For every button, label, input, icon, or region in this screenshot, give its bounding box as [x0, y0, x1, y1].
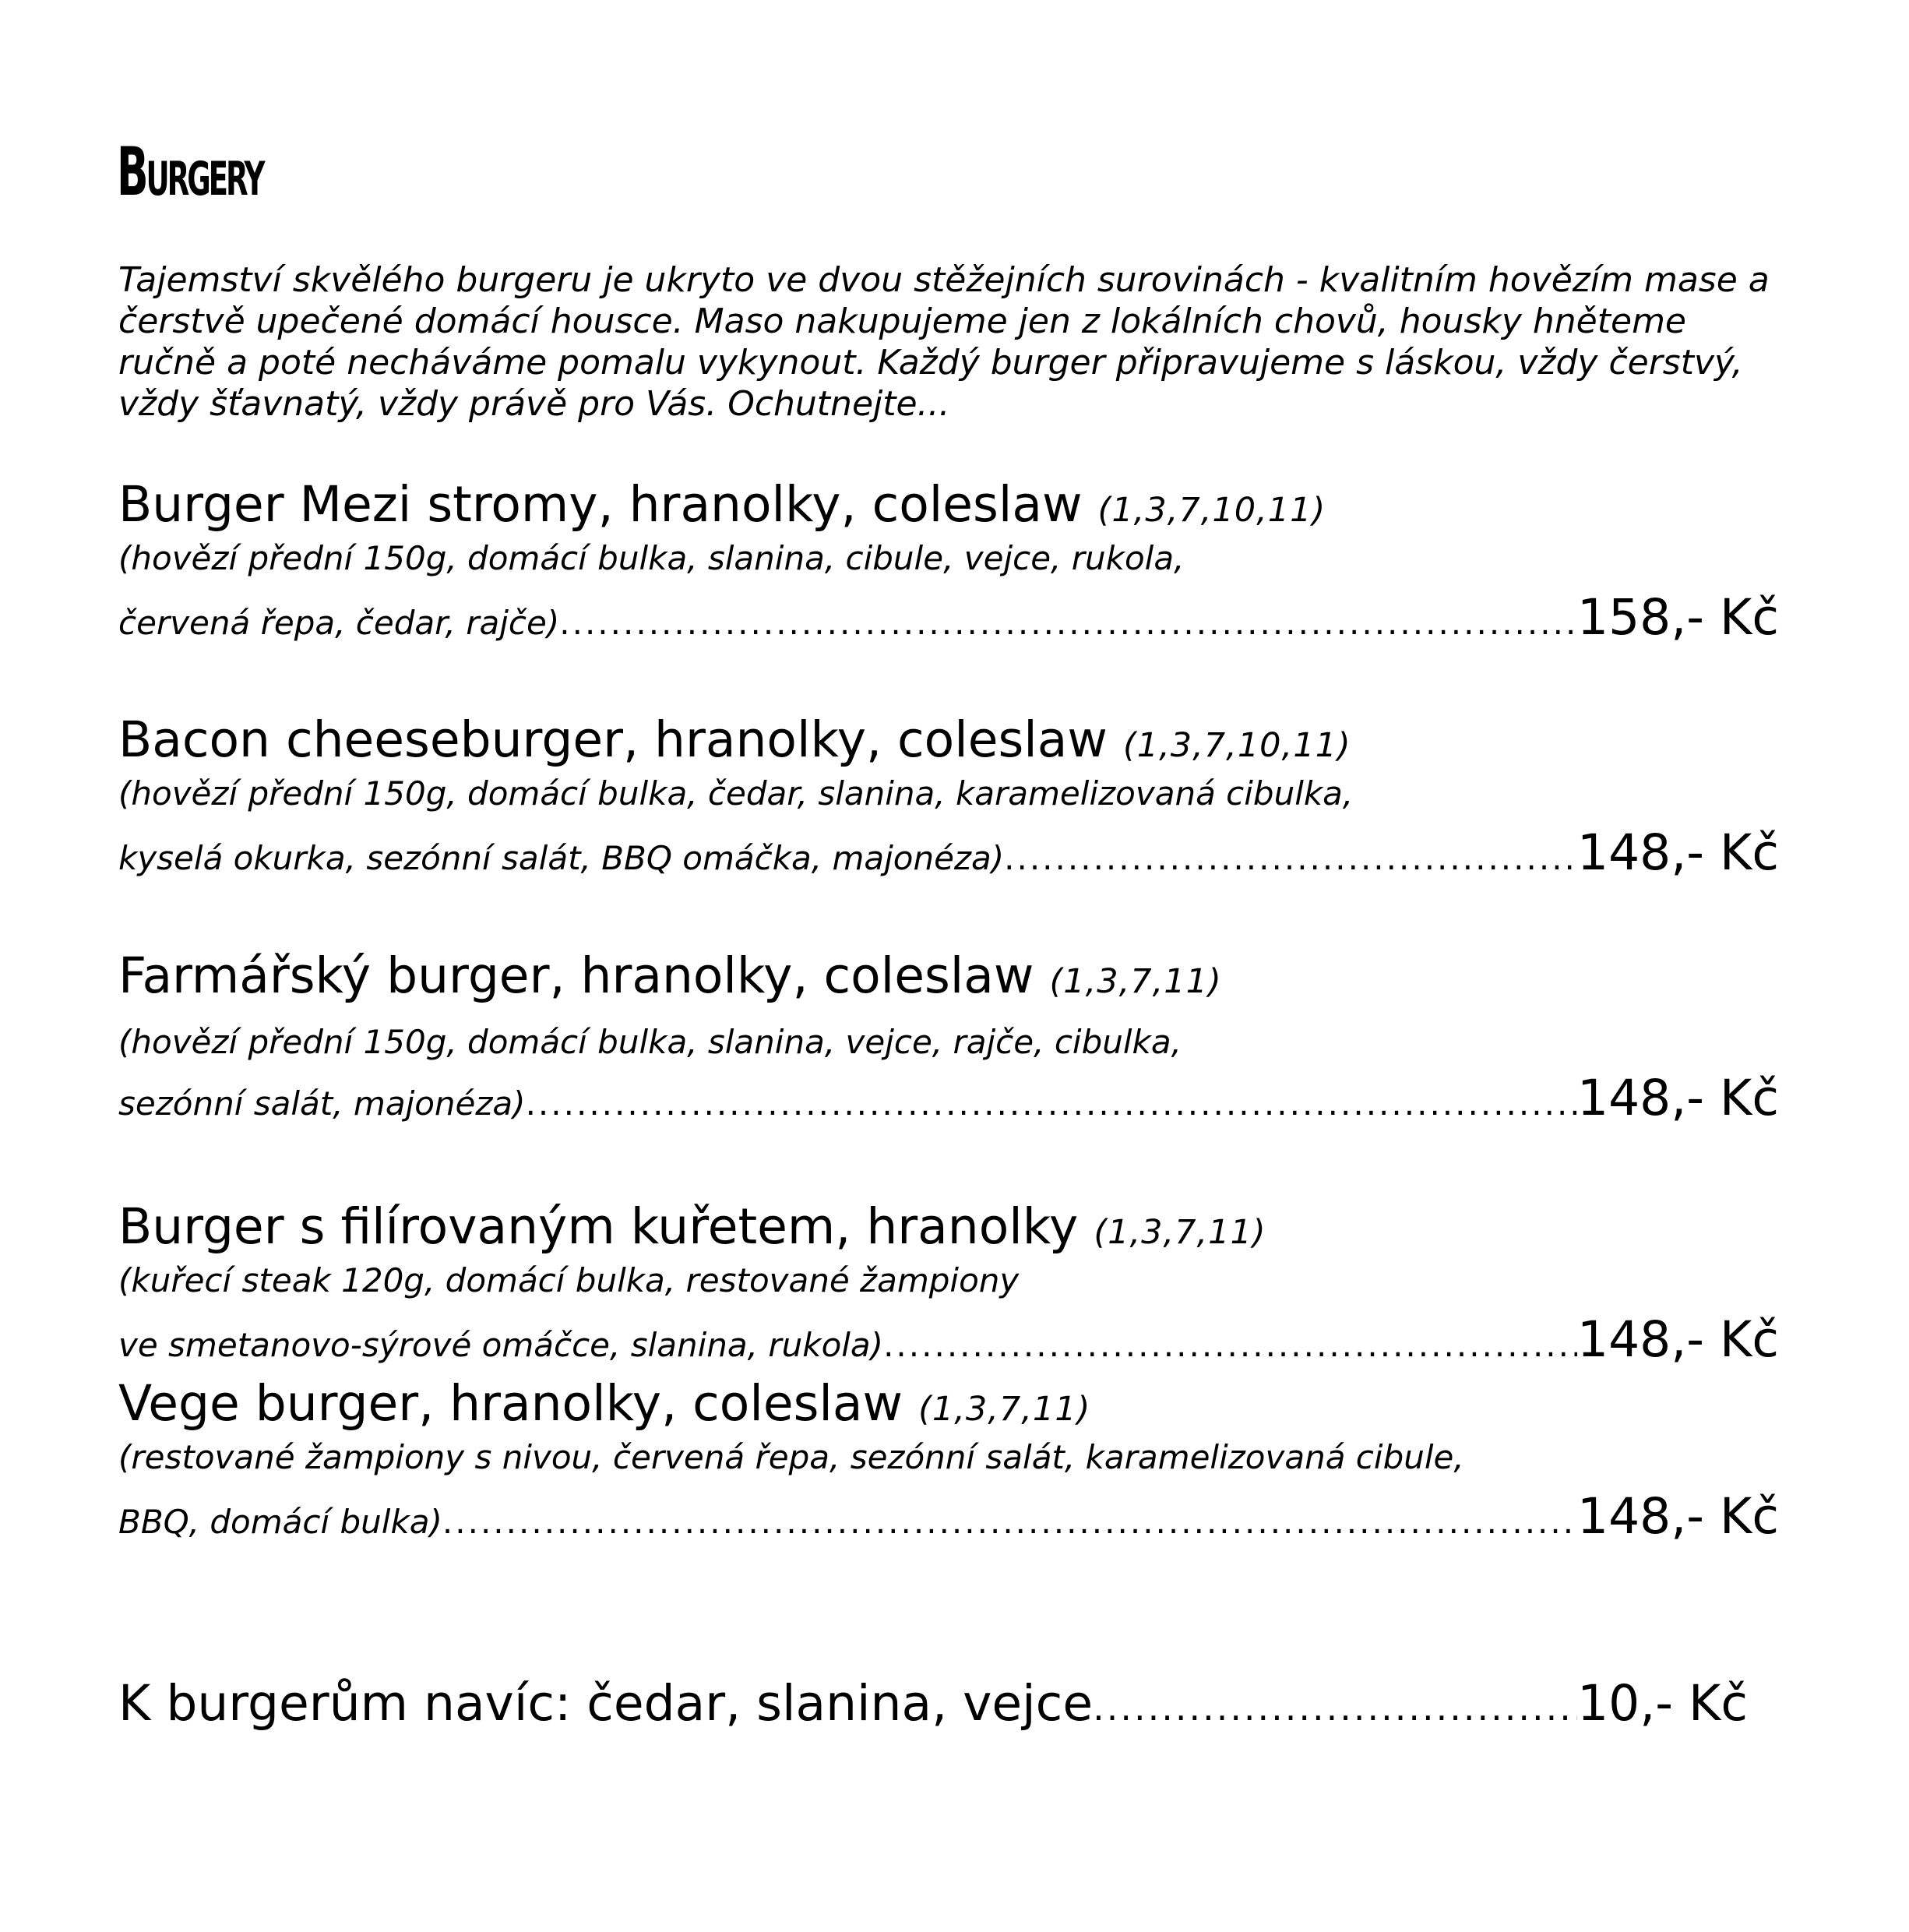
item-name: Bacon cheeseburger, hranolky, coleslaw [118, 711, 1108, 768]
item-description-line1: (restované žampiony s nivou, červená řepa, sezónní salát, karamelizovaná cibule, [118, 1438, 1464, 1476]
dot-leader [526, 1084, 1577, 1123]
item-description-line2: červená řepa, čedar, rajče) [118, 604, 560, 642]
item-price: 148,- Kč [1577, 1488, 1779, 1545]
item-price: 148,- Kč [1577, 1311, 1779, 1368]
menu-item-vege-burger [118, 1377, 1779, 1545]
item-allergens: (1,3,7,10,11) [1122, 726, 1351, 765]
dot-leader [442, 1503, 1577, 1541]
item-name: Vege burger, hranolky, coleslaw [118, 1375, 903, 1432]
extras-price: 10,- Kč [1577, 1675, 1748, 1732]
item-title-line [118, 478, 1779, 538]
dot-leader [883, 1326, 1577, 1364]
menu-item-burger-mezi-stromy [118, 478, 1779, 646]
menu-title: Burgery [117, 133, 263, 211]
item-allergens: (1,3,7,11) [1049, 962, 1222, 1001]
item-description-line1: (hovězí přední 150g, domácí bulka, slanina, vejce, rajče, cibulka, [118, 1023, 1182, 1061]
item-allergens: (1,3,7,11) [918, 1390, 1091, 1429]
menu-item-burger-s-kuretem [118, 1200, 1779, 1368]
item-description-line1: (hovězí přední 150g, domácí bulka, slanina, cibule, vejce, rukola, [118, 539, 1185, 577]
item-description-line2: sezónní salát, majonéza) [118, 1084, 526, 1123]
item-description-line2: kyselá okurka, sezónní salát, BBQ omáčka, majonéza) [118, 839, 1005, 877]
item-title-line [118, 949, 1779, 1009]
item-price-row [118, 589, 1779, 646]
item-allergens: (1,3,7,11) [1094, 1213, 1266, 1252]
dot-leader [1093, 1687, 1577, 1729]
item-title-line [118, 1377, 1779, 1437]
burger-extras-row [118, 1675, 1748, 1732]
menu-item-farmarsky-burger [118, 949, 1779, 1126]
item-description-line1: (hovězí přední 150g, domácí bulka, čedar, slanina, karamelizovaná cibulka, [118, 774, 1354, 813]
item-price-row [118, 1311, 1779, 1368]
item-allergens: (1,3,7,10,11) [1097, 491, 1326, 530]
item-price-row [118, 824, 1779, 881]
item-name: Burger s filírovaným kuřetem, hranolky [118, 1198, 1079, 1255]
dot-leader [559, 604, 1577, 642]
item-name: Burger Mezi stromy, hranolky, coleslaw [118, 476, 1083, 533]
item-price: 158,- Kč [1577, 589, 1779, 646]
item-price: 148,- Kč [1577, 824, 1779, 881]
item-price-row [118, 1488, 1779, 1545]
item-price: 148,- Kč [1577, 1070, 1779, 1126]
item-description-line1: (kuřecí steak 120g, domácí bulka, restované žampiony [118, 1261, 1020, 1299]
dot-leader [1004, 839, 1577, 877]
menu-item-bacon-cheeseburger [118, 713, 1779, 881]
extras-label: K burgerům navíc: čedar, slanina, vejce [118, 1675, 1094, 1732]
item-description-line2: ve smetanovo-sýrové omáčce, slanina, rukola) [118, 1326, 884, 1364]
item-price-row [118, 1070, 1779, 1126]
item-title-line [118, 1200, 1779, 1260]
item-title-line [118, 713, 1779, 773]
menu-intro: Tajemství skvělého burgeru je ukryto ve dvou stěžejních surovinách - kvalitním hovězím mase a čerstvě upečené domácí housce. Maso nakupujeme jen z lokálních chovů, housky hněteme ručně a poté necháváme pomalu vykynout. Každý burger připravujeme s láskou, vždy čerstvý, vždy šťavnatý, vždy právě pro Vás. Ochutnejte... [118, 260, 1770, 424]
item-description-line2: BBQ, domácí bulka) [118, 1503, 442, 1541]
item-name: Farmářský burger, hranolky, coleslaw [118, 947, 1034, 1004]
